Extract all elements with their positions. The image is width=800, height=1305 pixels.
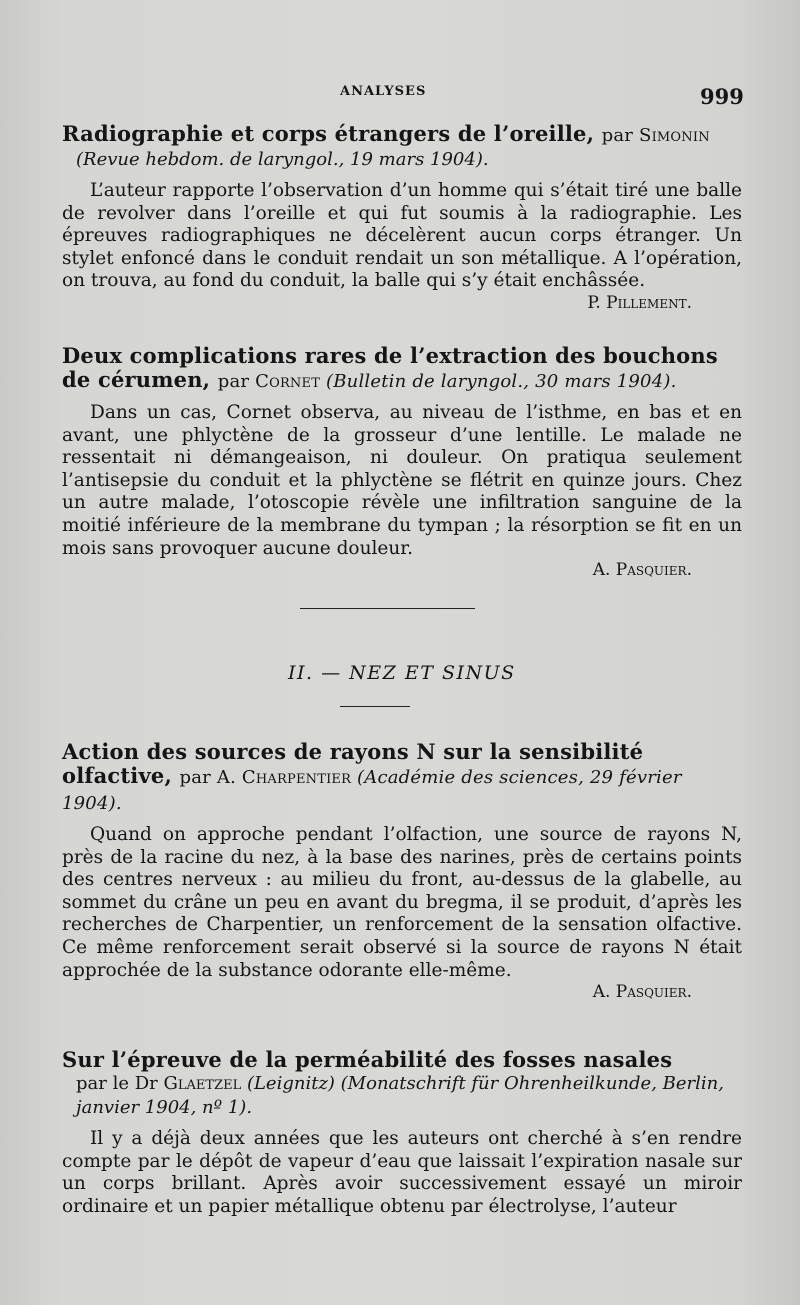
article-body: L’auteur rapporte l’observation d’un homme qui s’était tiré une balle de revolver dans l’oreille et qui fut soumis à la radiographie. Les épreuves radiographiques ne décelèrent aucun corps étranger. Un stylet enfoncé dans le conduit rendait un son métallique. A l’opération, on trouva, au fond du conduit, la balle qui s’y était enchâssée.	[62, 180, 742, 292]
divider-rule	[300, 608, 475, 609]
article-title-text: Radiographie et corps étrangers de l’oreille,	[62, 121, 595, 146]
byline-prefix: par	[217, 371, 250, 392]
signature-text: P. Pillement.	[587, 292, 692, 313]
signature	[62, 293, 742, 313]
article-body: Quand on approche pendant l’olfaction, une source de rayons N, près de la racine du nez, à la base des narines, près de certains points des centres nerveux : au milieu du front, au-dessus de la glabelle, au sommet du crâne un peu en avant du bregma, il se produit, d’après les recherches de Charpentier, un renforcement de la sensation olfactive. Ce même renforcement serait observé si la source de rayons N était approchée de la substance odorante elle-même.	[62, 824, 742, 981]
author: Cornet	[255, 371, 321, 392]
byline	[62, 1072, 742, 1120]
signature	[62, 982, 742, 1002]
byline-prefix: par A.	[179, 767, 236, 788]
article-title	[62, 344, 742, 394]
article-title	[62, 122, 742, 148]
article-body: Il y a déjà deux années que les auteurs ont cherché à s’en rendre compte par le dépôt de vapeur d’eau que laissait l’expiration nasale sur un corps brillant. Après avoir successivement essayé un miroir ordinaire et un papier métallique obtenu par électrolyse, l’auteur	[62, 1128, 742, 1217]
article-title-text: Action des sources de rayons N sur la sensibilité olfactive,	[62, 739, 644, 788]
page-number: 999	[700, 84, 744, 109]
author: Charpentier	[241, 767, 352, 788]
divider-rule-short	[340, 706, 410, 707]
article-title-text: Sur l’épreuve de la perméabilité des fosses nasales	[62, 1047, 673, 1072]
article-1	[62, 122, 742, 313]
source: (Leignitz) (Monatschrift für Ohrenheilkunde, Berlin, janvier 1904, nº 1).	[76, 1073, 724, 1118]
signature-text: A. Pasquier.	[592, 560, 692, 581]
author: Glaetzel	[163, 1073, 242, 1094]
running-head: ANALYSES	[340, 84, 427, 99]
article-body: Dans un cas, Cornet observa, au niveau de l’isthme, en bas et en avant, une phlyctène de la grosseur d’une lentille. Le malade ne ressentait ni démangeaison, ni douleur. On pratiqua seulement l’antisepsie du conduit et la phlyctène se flétrit en quinze jours. Chez un autre malade, l’otoscopie révèle une infiltration sanguine de la moitié inférieure de la membrane du tympan ; la résorption se fit en un mois sans provoquer aucune douleur.	[62, 402, 742, 559]
signature-text: A. Pasquier.	[592, 982, 692, 1003]
signature	[62, 560, 742, 580]
source: (Bulletin de laryngol., 30 mars 1904).	[326, 371, 677, 392]
byline	[602, 125, 710, 146]
article-4	[62, 1048, 742, 1218]
article-title	[62, 1048, 742, 1072]
article-title-text: Deux complications rares de l’extraction des bouchons de cérumen,	[62, 343, 718, 392]
author: Simonin	[639, 125, 710, 146]
article-3	[62, 740, 742, 1002]
byline	[218, 371, 677, 392]
byline-prefix: par le Dr	[76, 1073, 158, 1094]
article-title	[62, 740, 742, 816]
section-heading: II. — NEZ ET SINUS	[288, 662, 516, 684]
source: (Revue hebdom. de laryngol., 19 mars 1904).	[76, 149, 489, 170]
source: (Académie des sciences, 29 février 1904).	[62, 767, 682, 814]
byline-prefix: par	[601, 125, 634, 146]
article-2	[62, 344, 742, 580]
